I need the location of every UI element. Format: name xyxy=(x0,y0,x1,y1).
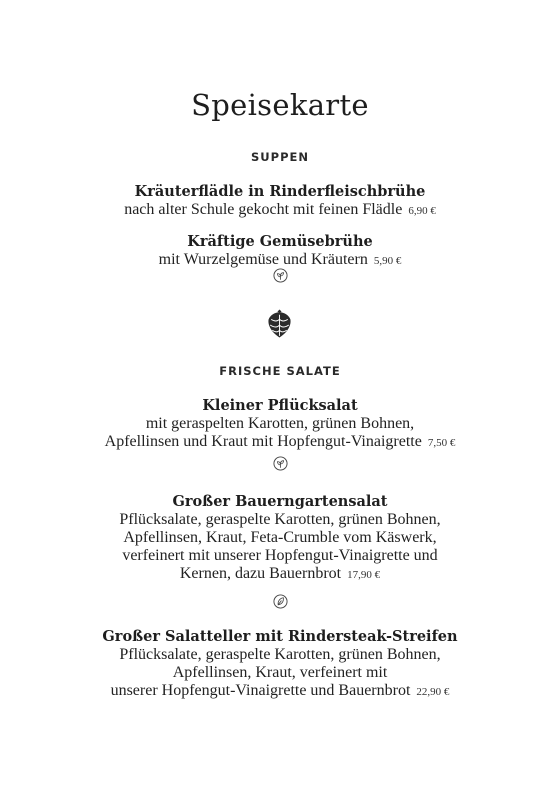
dish-description xyxy=(0,511,560,584)
section-heading-suppen: SUPPEN xyxy=(251,150,309,164)
dish-description-line: Pflücksalate, geraspelte Karotten, grünen Bohnen, xyxy=(119,511,441,528)
section-heading-frische-salate: FRISCHE SALATE xyxy=(219,364,341,378)
vegetarian-leaf-icon xyxy=(273,268,288,283)
dish-description-text: unserer Hopfengut-Vinaigrette und Bauernbrot xyxy=(110,682,411,699)
menu-item xyxy=(0,182,560,220)
menu-item xyxy=(0,396,560,452)
dish-price: 17,90 € xyxy=(347,569,381,581)
dish-description-line: verfeinert mit unserer Hopfengut-Vinaigrette und xyxy=(122,547,438,564)
page-title: Speisekarte xyxy=(191,88,369,122)
hop-cone-icon xyxy=(267,309,292,338)
dish-price: 22,90 € xyxy=(416,686,450,698)
dish-description-text: Kernen, dazu Bauernbrot xyxy=(179,565,342,582)
dish-price: 7,50 € xyxy=(427,437,456,449)
dish-description xyxy=(0,646,560,701)
dish-description-line xyxy=(0,682,560,701)
vegetarian-leaf-icon xyxy=(273,594,288,609)
dish-description-text: nach alter Schule gekocht mit feinen Flädle xyxy=(124,201,403,218)
dish-name: Kleiner Pflücksalat xyxy=(202,397,358,414)
dish-description-line: Apfellinsen, Kraut, verfeinert mit xyxy=(172,664,388,681)
dish-name: Kräuterflädle in Rinderfleischbrühe xyxy=(134,183,426,200)
dish-description-line: mit geraspelten Karotten, grünen Bohnen, xyxy=(145,415,415,432)
dish-name: Kräftige Gemüsebrühe xyxy=(187,233,373,250)
menu-item xyxy=(0,492,560,584)
dish-price: 5,90 € xyxy=(373,255,402,267)
dish-description xyxy=(0,415,560,452)
dish-description-line xyxy=(0,565,560,584)
menu-item xyxy=(0,627,560,701)
dish-description-text: Apfellinsen und Kraut mit Hopfengut-Vinaigrette xyxy=(104,433,422,450)
dish-description-line: Pflücksalate, geraspelte Karotten, grünen Bohnen, xyxy=(119,646,441,663)
dish-description-text: mit Wurzelgemüse und Kräutern xyxy=(158,251,368,268)
dish-description xyxy=(0,201,560,220)
dish-name: Großer Bauerngartensalat xyxy=(172,493,388,510)
dish-name: Großer Salatteller mit Rindersteak-Streifen xyxy=(102,628,458,645)
dish-description-line xyxy=(0,433,560,452)
menu-item xyxy=(0,232,560,270)
dish-price: 6,90 € xyxy=(408,205,436,217)
dish-description-line xyxy=(0,201,560,220)
vegetarian-leaf-icon xyxy=(273,456,288,471)
dish-description-line: Apfellinsen, Kraut, Feta-Crumble vom Käswerk, xyxy=(123,529,437,546)
